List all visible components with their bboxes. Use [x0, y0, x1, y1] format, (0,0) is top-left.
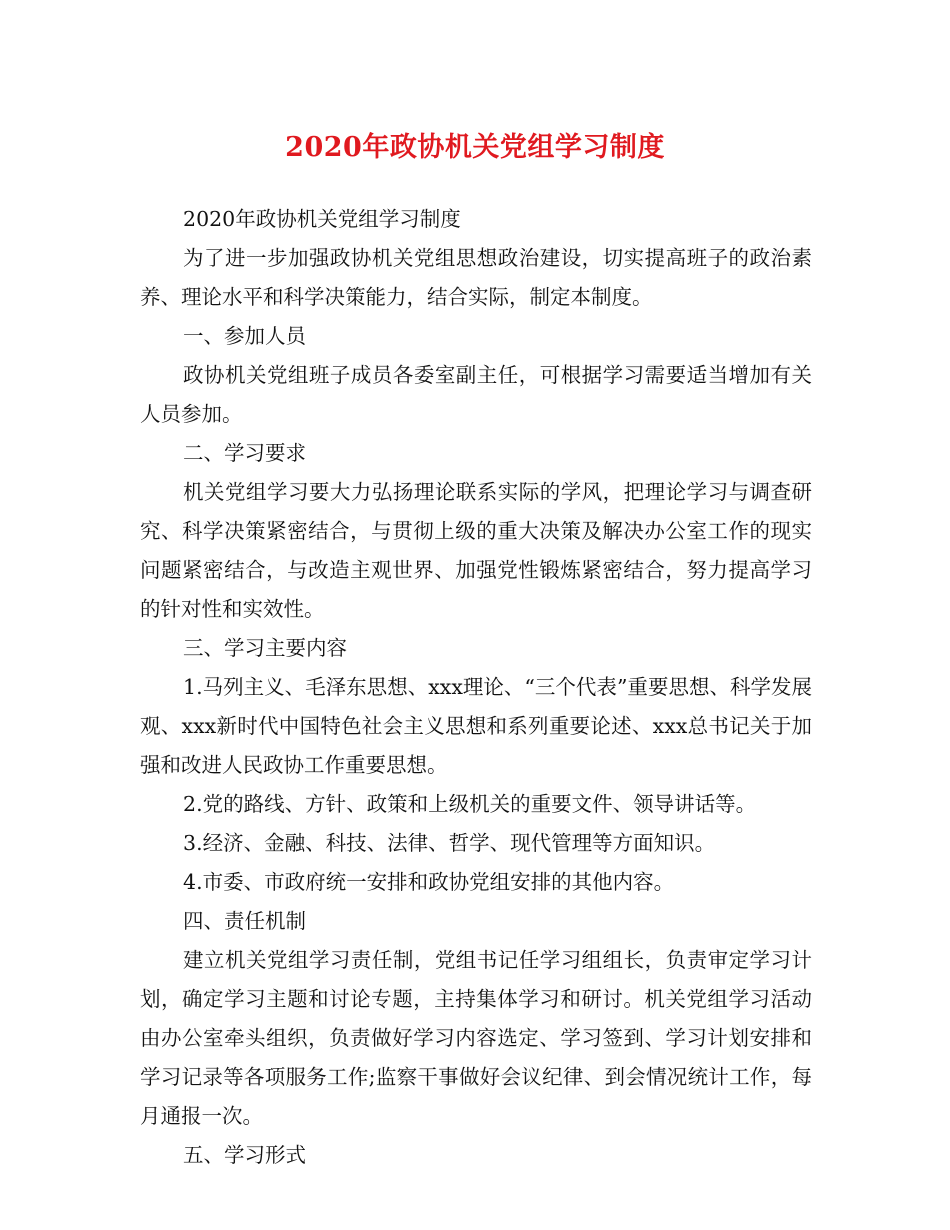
section-heading-requirements: 二、学习要求 — [183, 441, 307, 465]
list-item-content-3: 3.经济、金融、科技、法律、哲学、现代管理等方面知识。 — [183, 831, 716, 855]
paragraph-participants: 政协机关党组班子成员各委室副主任，可根据学习需要适当增加有关人员参加。 — [140, 363, 812, 426]
section-heading-content: 三、学习主要内容 — [183, 636, 348, 660]
list-item-content-2: 2.党的路线、方针、政策和上级机关的重要文件、领导讲话等。 — [183, 792, 757, 816]
paragraph-intro: 为了进一步加强政协机关党组思想政治建设，切实提高班子的政治素养、理论水平和科学决策能力，结合实际，制定本制度。 — [140, 246, 812, 309]
paragraph-responsibility: 建立机关党组学习责任制，党组书记任学习组组长，负责审定学习计划，确定学习主题和讨论专题，主持集体学习和研讨。机关党组学习活动由办公室牵头组织，负责做好学习内容选定、学习签到、学习计划安排和学习记录等各项服务工作;监察干事做好会议纪律、到会情况统计工作，每月通报一次。 — [140, 948, 812, 1128]
paragraph-requirements: 机关党组学习要大力弘扬理论联系实际的学风，把理论学习与调查研究、科学决策紧密结合，与贯彻上级的重大决策及解决办公室工作的现实问题紧密结合，与改造主观世界、加强党性锻炼紧密结合，努力提高学习的针对性和实效性。 — [140, 480, 812, 621]
section-heading-format: 五、学习形式 — [183, 1143, 307, 1167]
document-body — [140, 200, 812, 1175]
section-heading-responsibility: 四、责任机制 — [183, 909, 307, 933]
section-heading-participants: 一、参加人员 — [183, 324, 307, 348]
paragraph-subtitle: 2020年政协机关党组学习制度 — [183, 207, 461, 231]
document-title: 2020年政协机关党组学习制度 — [285, 132, 665, 163]
list-item-content-4: 4.市委、市政府统一安排和政协党组安排的其他内容。 — [183, 870, 675, 894]
list-item-content-1: 1.马列主义、毛泽东思想、xxx理论、“三个代表”重要思想、科学发展观、xxx新时代中国特色社会主义思想和系列重要论述、xxx总书记关于加强和改进人民政协工作重要思想。 — [140, 675, 812, 777]
